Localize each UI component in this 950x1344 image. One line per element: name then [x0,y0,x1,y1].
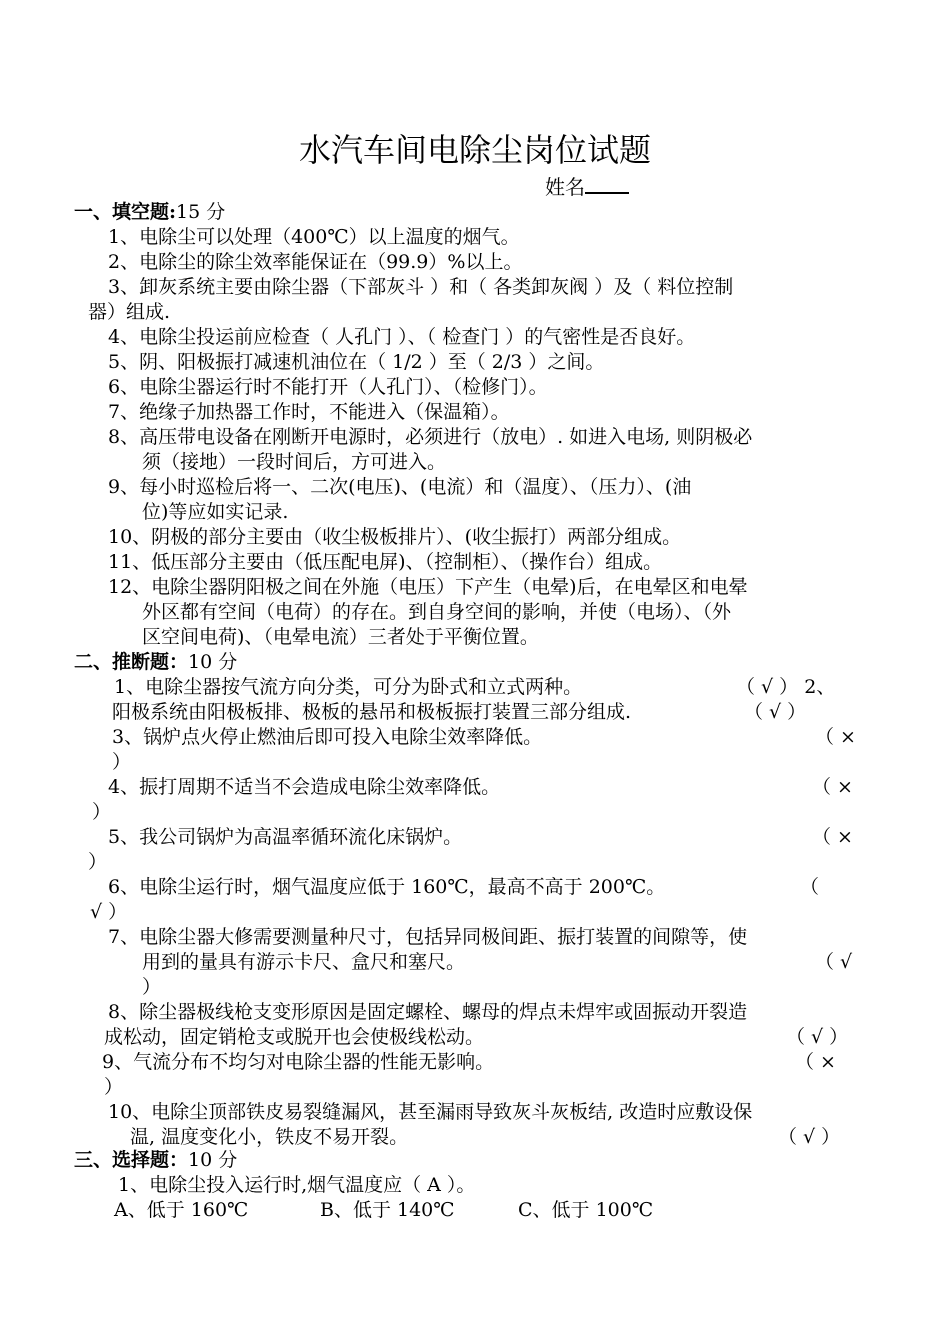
section-heading-fill-label: 一、填空题: [74,201,177,223]
section-heading-choice [74,1148,237,1173]
judge-answer: （ √ ） [778,1126,841,1148]
fill-line: 7、绝缘子加热器工作时，不能进入（保温箱）。 [108,401,510,423]
judge-answer: （ × [815,726,856,748]
section-score-fill: 15 分 [176,201,226,223]
judge-answer: （ [800,876,820,898]
judge-line: 9、气流分布不均匀对电除尘器的性能无影响。 [102,1051,495,1073]
section-heading-judge-label: 二、推断题： [74,651,189,673]
judge-line: 3、锅炉点火停止燃油后即可投入电除尘效率降低。 [112,726,543,748]
judge-line: 5、我公司锅炉为高温率循环流化床锅炉。 [108,826,463,848]
section-score-judge: 10 分 [188,651,238,673]
judge-answer-close: ） [112,751,132,773]
judge-line: 10、电除尘顶部铁皮易裂缝漏风，甚至漏雨导致灰斗灰板结, 改造时应敷设保 [108,1101,753,1123]
judge-line: 1、电除尘器按气流方向分类，可分为卧式和立式两种。 [114,676,583,698]
judge-answer: （ √ ） 2、 [736,676,836,698]
judge-answer-close: ） [104,1076,124,1098]
fill-line: 6、电除尘器运行时不能打开（人孔门）、（检修门）。 [108,376,548,398]
fill-line: 11、低压部分主要由（低压配电屏)、（控制柜）、（操作台）组成。 [108,551,663,573]
judge-line: 阳极系统由阳极板排、极板的悬吊和极板振打装置三部分组成. [112,701,632,723]
judge-line: 用到的量具有游示卡尺、盒尺和塞尺。 [142,951,466,973]
fill-line: 位)等应如实记录. [142,501,289,523]
judge-line: 成松动，固定销枪支或脱开也会使极线松动。 [104,1026,485,1048]
fill-line: 4、电除尘投运前应检查（ 人孔门 ）、（ 检查门 ）的气密性是否良好。 [108,326,696,348]
judge-answer-close: ） [92,801,112,823]
fill-line: 1、电除尘可以处理（400℃）以上温度的烟气。 [108,226,520,248]
judge-line: 7、电除尘器大修需要测量种尺寸，包括异同极间距、振打装置的间隙等，使 [108,926,748,948]
name-blank[interactable] [585,174,629,194]
judge-answer: （ × [812,776,853,798]
section-heading-choice-label: 三、选择题： [74,1149,189,1171]
judge-answer: （ × [812,826,853,848]
judge-line: 8、除尘器极线枪支变形原因是固定螺栓、螺母的焊点未焊牢或固振动开裂造 [108,1001,748,1023]
judge-line: 4、振打周期不适当不会造成电除尘效率降低。 [108,776,501,798]
page-title: 水汽车间电除尘岗位试题 [298,131,651,169]
judge-answer-close: ） [142,976,162,998]
fill-line: 器）组成. [88,301,171,323]
fill-line: 8、高压带电设备在刚断开电源时，必须进行（放电）. 如进入电场, 则阴极必 [108,426,753,448]
choice-question: 1、电除尘投入运行时,烟气温度应（ A ）。 [118,1174,476,1196]
judge-line: 温, 温度变化小，铁皮不易开裂。 [130,1126,409,1148]
fill-line: 5、阴、阳极振打减速机油位在（ 1/2 ）至（ 2/3 ）之间。 [108,351,605,373]
judge-line: 6、电除尘运行时，烟气温度应低于 160℃，最高不高于 200℃。 [108,876,666,898]
fill-line: 10、阴极的部分主要由（收尘极板排片）、(收尘振打）两部分组成。 [108,526,682,548]
name-field [545,174,629,200]
name-label: 姓名 [545,175,585,199]
fill-line: 12、电除尘器阴阳极之间在外施（电压）下产生（电晕)后，在电晕区和电晕 [108,576,748,598]
judge-answer: （ √ [815,951,853,973]
fill-line: 区空间电荷)、（电晕电流）三者处于平衡位置。 [142,626,539,648]
section-heading-fill [74,200,225,225]
choice-option-c[interactable]: C、低于 100℃ [518,1199,654,1221]
judge-answer: （ × [795,1051,836,1073]
fill-line: 须（接地）一段时间后，方可进入。 [142,451,447,473]
fill-line: 外区都有空间（电荷）的存在。到自身空间的影响，并使（电场）、（外 [142,601,732,623]
fill-line: 3、卸灰系统主要由除尘器（下部灰斗 ）和（ 各类卸灰阀 ）及（ 料位控制 [108,276,734,298]
judge-answer-close: ） [88,851,108,873]
judge-answer: （ √ ） [744,701,807,723]
judge-answer-close: √ ） [90,901,128,923]
section-heading-judge [74,650,237,675]
choice-option-b[interactable]: B、低于 140℃ [320,1199,455,1221]
judge-answer: （ √ ） [786,1026,849,1048]
fill-line: 9、每小时巡检后将一、二次(电压)、(电流）和（温度）、（压力）、(油 [108,476,692,498]
section-score-choice: 10 分 [188,1149,238,1171]
choice-option-a[interactable]: A、低于 160℃ [114,1199,249,1221]
fill-line: 2、电除尘的除尘效率能保证在（99.9）%以上。 [108,251,523,273]
